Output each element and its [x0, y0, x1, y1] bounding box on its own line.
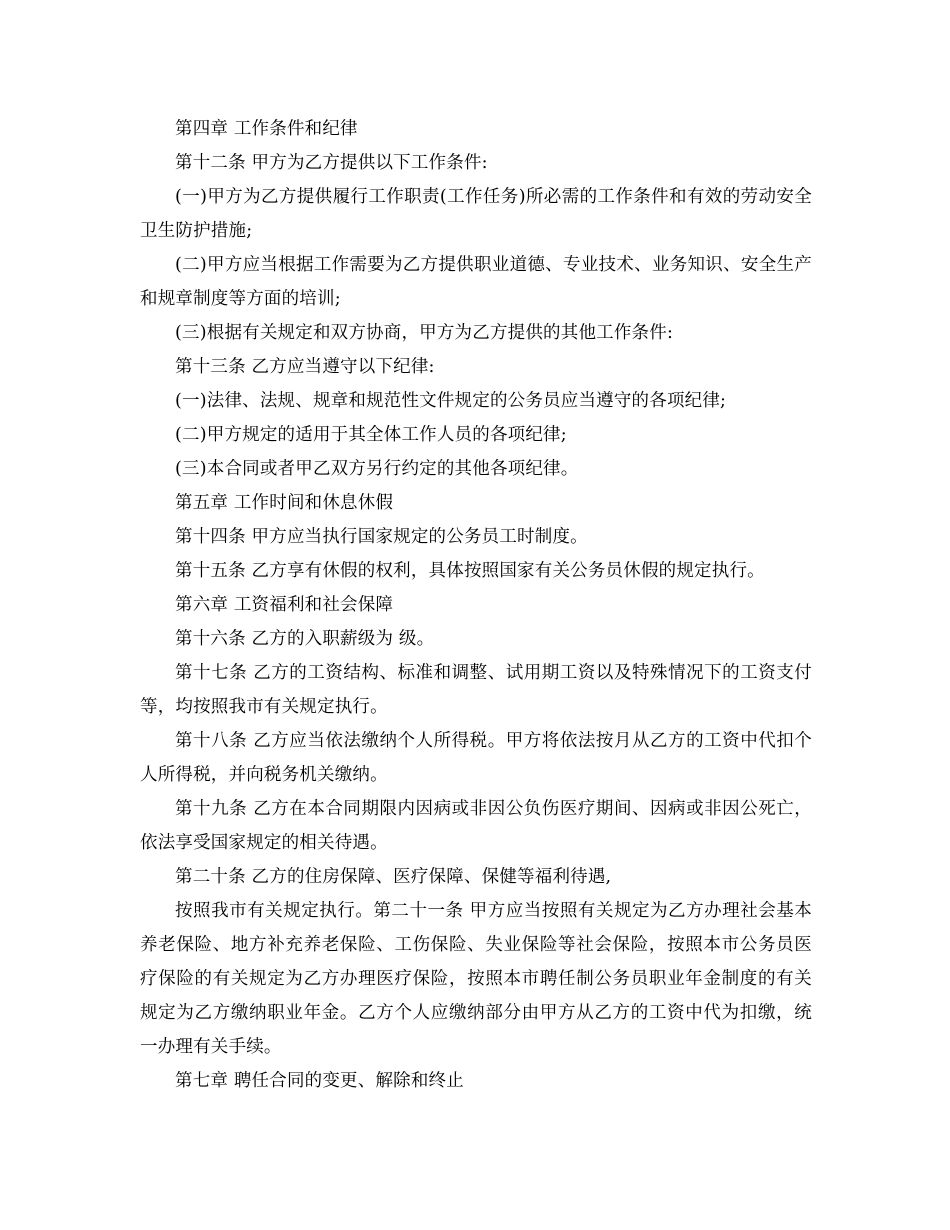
chapter-heading: 第五章 工作时间和休息休假 — [175, 493, 394, 513]
article-paragraph: 第十八条 乙方应当依法缴纳个人所得税。甲方将依法按月从乙方的工资中代扣个人所得税，并向税务机关缴纳。 — [140, 731, 812, 785]
clause-paragraph: (二)甲方应当根据工作需要为乙方提供职业道德、专业技术、业务知识、安全生产和规章制度等方面的培训; — [140, 255, 812, 309]
clause-paragraph: (三)本合同或者甲乙双方另行约定的其他各项纪律。 — [175, 459, 579, 479]
clause-paragraph: (一)法律、法规、规章和规范性文件规定的公务员应当遵守的各项纪律; — [175, 391, 727, 411]
article-paragraph: 第十七条 乙方的工资结构、标准和调整、试用期工资以及特殊情况下的工资支付等，均按照我市有关规定执行。 — [140, 663, 812, 717]
clause-paragraph: (一)甲方为乙方提供履行工作职责(工作任务)所必需的工作条件和有效的劳动安全卫生防护措施; — [140, 187, 812, 241]
article-paragraph: 第二十条 乙方的住房保障、医疗保障、保健等福利待遇, — [175, 867, 612, 887]
article-paragraph: 按照我市有关规定执行。第二十一条 甲方应当按照有关规定为乙方办理社会基本养老保险、地方补充养老保险、工伤保险、失业保险等社会保险，按照本市公务员医疗保险的有关规定为乙方办理医疗保险，按照本市聘任制公务员职业年金制度的有关规定为乙方缴纳职业年金。乙方个人应缴纳部分由甲方从乙方的工资中代为扣缴，统一办理有关手续。 — [140, 901, 812, 1057]
document-body — [140, 112, 812, 1098]
article-paragraph: 第十四条 甲方应当执行国家规定的公务员工时制度。 — [175, 527, 588, 547]
clause-paragraph: (二)甲方规定的适用于其全体工作人员的各项纪律; — [175, 425, 567, 445]
chapter-heading: 第六章 工资福利和社会保障 — [175, 595, 394, 615]
chapter-heading: 第四章 工作条件和纪律 — [175, 119, 358, 139]
clause-paragraph: (三)根据有关规定和双方协商，甲方为乙方提供的其他工作条件: — [175, 323, 674, 343]
article-paragraph: 第十五条 乙方享有休假的权利，具体按照国家有关公务员休假的规定执行。 — [175, 561, 765, 581]
article-paragraph: 第十二条 甲方为乙方提供以下工作条件: — [175, 153, 488, 173]
article-paragraph: 第十三条 乙方应当遵守以下纪律: — [175, 357, 435, 377]
article-paragraph: 第十九条 乙方在本合同期限内因病或非因公负伤医疗期间、因病或非因公死亡，依法享受国家规定的相关待遇。 — [140, 799, 812, 853]
chapter-heading: 第七章 聘任合同的变更、解除和终止 — [175, 1071, 464, 1091]
article-paragraph: 第十六条 乙方的入职薪级为 级。 — [175, 629, 435, 649]
